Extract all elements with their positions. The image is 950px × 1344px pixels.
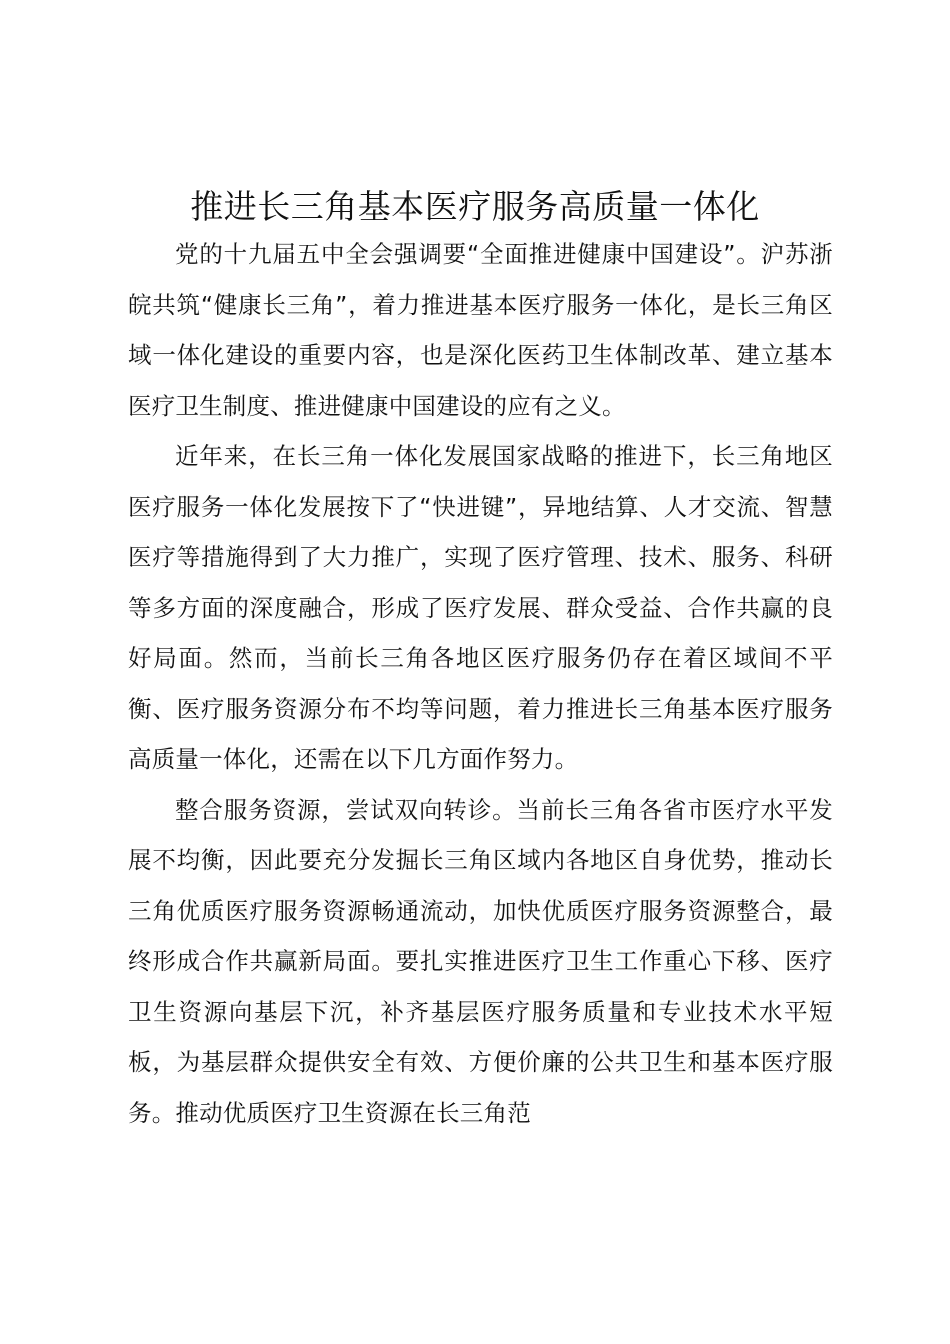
paragraph-background: 近年来，在长三角一体化发展国家战略的推进下，长三角地区医疗服务一体化发展按下了“快进键”，异地结算、人才交流、智慧医疗等措施得到了大力推广，实现了医疗管理、技术、服务、科研等多方面的深度融合，形成了医疗发展、群众受益、合作共赢的良好局面。然而，当前长三角各地区医疗服务仍存在着区域间不平衡、医疗服务资源分布不均等问题，着力推进长三角基本医疗服务高质量一体化，还需在以下几方面作努力。 <box>128 442 833 773</box>
paragraph-integrate-resources: 整合服务资源，尝试双向转诊。当前长三角各省市医疗水平发展不均衡，因此要充分发掘长三角区域内各地区自身优势，推动长三角优质医疗服务资源畅通流动，加快优质医疗服务资源整合，最终形成合作共赢新局面。要扎实推进医疗卫生工作重心下移、医疗卫生资源向基层下沉，补齐基层医疗服务质量和专业技术水平短板，为基层群众提供安全有效、方便价廉的公共卫生和基本医疗服务。推动优质医疗卫生资源在长三角范 <box>128 795 833 1127</box>
document-title: 推进长三角基本医疗服务高质量一体化 <box>190 187 760 226</box>
paragraph-intro: 党的十九届五中全会强调要“全面推进健康中国建设”。沪苏浙皖共筑“健康长三角”，着力推进基本医疗服务一体化，是长三角区域一体化建设的重要内容，也是深化医药卫生体制改革、建立基本医疗卫生制度、推进健康中国建设的应有之义。 <box>128 240 833 420</box>
document-body <box>128 229 833 1138</box>
